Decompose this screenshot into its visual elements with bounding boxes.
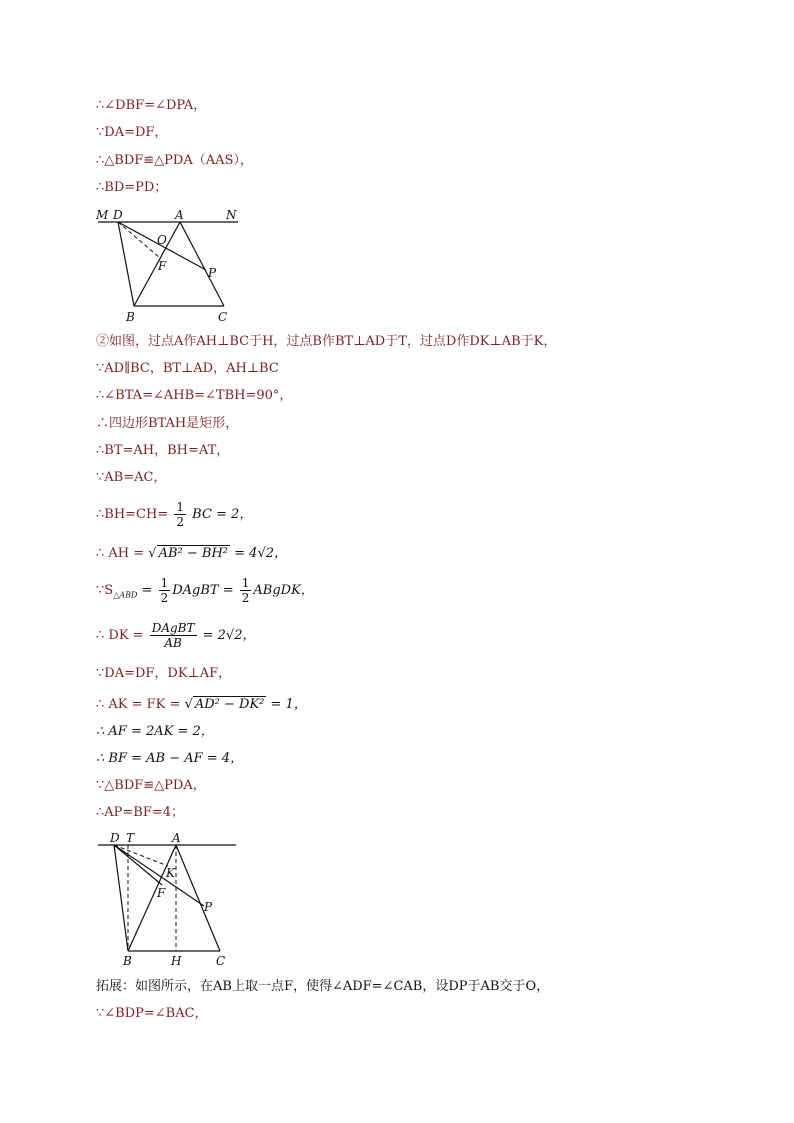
label-c: C bbox=[218, 310, 228, 324]
l16-post: = 1， bbox=[266, 697, 307, 712]
line-df bbox=[114, 845, 162, 885]
line-ac bbox=[180, 222, 224, 306]
figure-2 bbox=[94, 828, 244, 968]
line-7: ∴∠BTA=∠AHB=∠TBH=90°， bbox=[96, 388, 293, 403]
label-f: F bbox=[157, 886, 166, 900]
label-t: T bbox=[126, 831, 135, 845]
frac-num: DAgBT bbox=[151, 621, 195, 635]
line-ac bbox=[176, 845, 220, 951]
line-4: ∴BD=PD； bbox=[96, 180, 168, 195]
label-o: O bbox=[157, 233, 167, 247]
line-9: ∴BT=AH，BH=AT， bbox=[96, 443, 230, 458]
label-k: K bbox=[166, 866, 175, 880]
l13-eq: = bbox=[137, 583, 157, 598]
line-ab bbox=[128, 845, 176, 951]
line-10: ∵AB=AC， bbox=[96, 470, 167, 485]
fraction-half-1 bbox=[159, 576, 171, 605]
label-a: A bbox=[175, 208, 184, 222]
line-1: ∴∠DBF=∠DPA， bbox=[96, 98, 207, 113]
line-16: ∴ AK = FK = √ AD² − DK² = 1， bbox=[96, 697, 307, 712]
l16-radicand: AD² − DK² bbox=[194, 697, 265, 712]
line-2: ∵DA=DF， bbox=[96, 125, 168, 140]
l14-post: = 2√2， bbox=[198, 628, 256, 643]
line-13 bbox=[96, 576, 314, 610]
l14-pre: ∴ DK = bbox=[96, 628, 148, 643]
line-20: ∴AP=BF=4； bbox=[96, 805, 185, 820]
label-f: F bbox=[158, 259, 167, 273]
frac-num: 1 bbox=[241, 576, 250, 590]
l11-post: BC = 2， bbox=[192, 507, 253, 522]
frac-den: 2 bbox=[241, 591, 250, 605]
l13-post: ABgDK， bbox=[253, 583, 314, 598]
line-6: ∵AD∥BC，BT⊥AD，AH⊥BC bbox=[96, 361, 279, 376]
frac-num: 1 bbox=[160, 576, 169, 590]
line-5: ②如图，过点A作AH⊥BC于H，过点B作BT⊥AD于T，过点D作DK⊥AB于K， bbox=[96, 334, 557, 349]
label-h: H bbox=[171, 954, 182, 968]
l16-pre: ∴ AK = FK = bbox=[96, 697, 185, 712]
fraction-dk bbox=[150, 621, 197, 650]
frac-den: AB bbox=[164, 636, 182, 650]
line-8: ∴四边形BTAH是矩形， bbox=[96, 416, 239, 431]
l12-post: = 4√2， bbox=[230, 546, 287, 561]
line-21 bbox=[96, 979, 549, 995]
l13-sub: △ABD bbox=[113, 590, 138, 600]
line-db bbox=[118, 222, 134, 306]
label-d: D bbox=[113, 208, 123, 222]
line-15: ∵DA=DF，DK⊥AF， bbox=[96, 666, 232, 681]
line-12: ∴ AH = √ AB² − BH² = 4√2， bbox=[96, 546, 287, 561]
frac-den: 2 bbox=[176, 515, 185, 529]
l12-pre: ∴ AH = bbox=[96, 546, 149, 561]
line-22: ∵∠BDP=∠BAC， bbox=[96, 1006, 208, 1021]
line-11 bbox=[96, 500, 252, 529]
label-d: D bbox=[110, 831, 120, 845]
line-17: ∴ AF = 2AK = 2， bbox=[96, 724, 214, 739]
label-b: B bbox=[123, 954, 132, 968]
line-14 bbox=[96, 621, 255, 650]
l12-radicand: AB² − BH² bbox=[158, 546, 229, 561]
l11-pre: ∴BH=CH= bbox=[96, 507, 169, 522]
line-18: ∴ BF = AB − AF = 4， bbox=[96, 751, 244, 766]
label-p: P bbox=[204, 900, 213, 914]
l13-mid: DAgBT = bbox=[172, 583, 238, 598]
label-b: B bbox=[126, 310, 135, 324]
line-db bbox=[114, 845, 128, 951]
label-c: C bbox=[216, 954, 226, 968]
frac-num: 1 bbox=[176, 500, 185, 514]
frac-den: 2 bbox=[160, 591, 169, 605]
label-m: M bbox=[96, 208, 109, 222]
l13-pre: ∵S bbox=[96, 583, 114, 598]
fraction-half-2 bbox=[240, 576, 252, 605]
label-a: A bbox=[172, 831, 181, 845]
line-19: ∵△BDF≌△PDA， bbox=[96, 778, 206, 793]
label-p: P bbox=[208, 266, 217, 280]
label-n: N bbox=[226, 208, 237, 222]
figure-1 bbox=[94, 204, 244, 326]
fraction-half bbox=[174, 500, 186, 529]
l21-text: 拓展：如图所示，在AB上取一点F，使得∠ADF=∠CAB，设DP于AB交于O， bbox=[96, 979, 550, 994]
line-3: ∴△BDF≌△PDA（AAS）， bbox=[96, 153, 253, 168]
